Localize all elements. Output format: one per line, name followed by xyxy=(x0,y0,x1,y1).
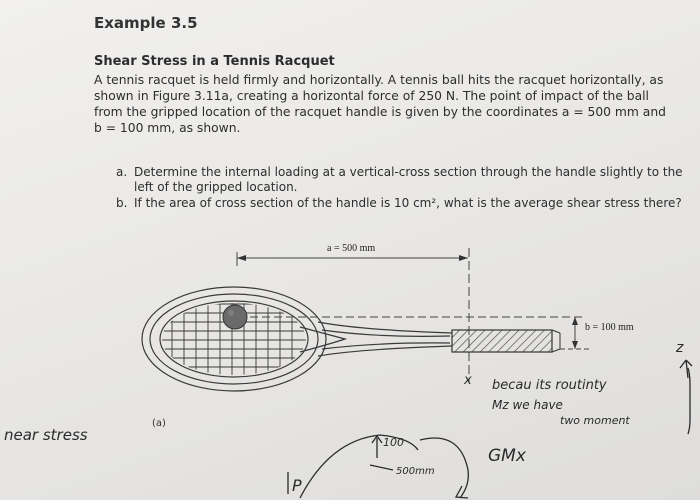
handwritten-x: x xyxy=(464,373,472,388)
question-b-letter: b. xyxy=(116,196,128,210)
paragraph-line-4: b = 100 mm, as shown. xyxy=(94,121,241,135)
figure-caption: (a) xyxy=(152,418,166,429)
question-b-line-1: If the area of cross section of the handle is 10 cm², what is the average shear stress there? xyxy=(134,196,682,210)
handwritten-note-line-2: Mz we have xyxy=(492,398,563,412)
handwritten-gmx: GMx xyxy=(488,446,526,466)
handwritten-p: P xyxy=(292,476,302,495)
problem-subtitle: Shear Stress in a Tennis Racquet xyxy=(94,54,335,69)
handwritten-left-note: near stress xyxy=(4,426,88,444)
racquet-handle xyxy=(452,330,560,352)
question-a-line-2: left of the gripped location. xyxy=(134,180,298,194)
handwritten-100: 100 xyxy=(383,436,404,449)
b-dimension-label: b = 100 mm xyxy=(585,322,634,333)
tennis-ball-texture xyxy=(228,310,234,316)
handwritten-z: z xyxy=(676,340,684,356)
handwritten-marks xyxy=(288,360,692,498)
tennis-ball xyxy=(223,305,247,329)
question-a-letter: a. xyxy=(116,165,128,179)
paragraph-line-3: from the gripped location of the racquet handle is given by the coordinates a = 500 mm and xyxy=(94,105,666,119)
a-dimension-label: a = 500 mm xyxy=(327,243,376,254)
handwritten-500mm: 500mm xyxy=(396,466,435,477)
a-dimension-arrow xyxy=(237,252,468,266)
paragraph-line-1: A tennis racquet is held firmly and horizontally. A tennis ball hits the racquet horizontally, as xyxy=(94,73,664,87)
handwritten-note-line-1: becau its routinty xyxy=(492,378,607,393)
handwritten-note-line-3: two moment xyxy=(560,414,630,427)
paragraph-line-2: shown in Figure 3.11a, creating a horizontal force of 250 N. The point of impact of the ball xyxy=(94,89,649,103)
racquet-frame xyxy=(142,287,452,391)
example-title: Example 3.5 xyxy=(94,14,198,32)
question-a-line-1: Determine the internal loading at a vertical-cross section through the handle slightly to the xyxy=(134,165,683,179)
